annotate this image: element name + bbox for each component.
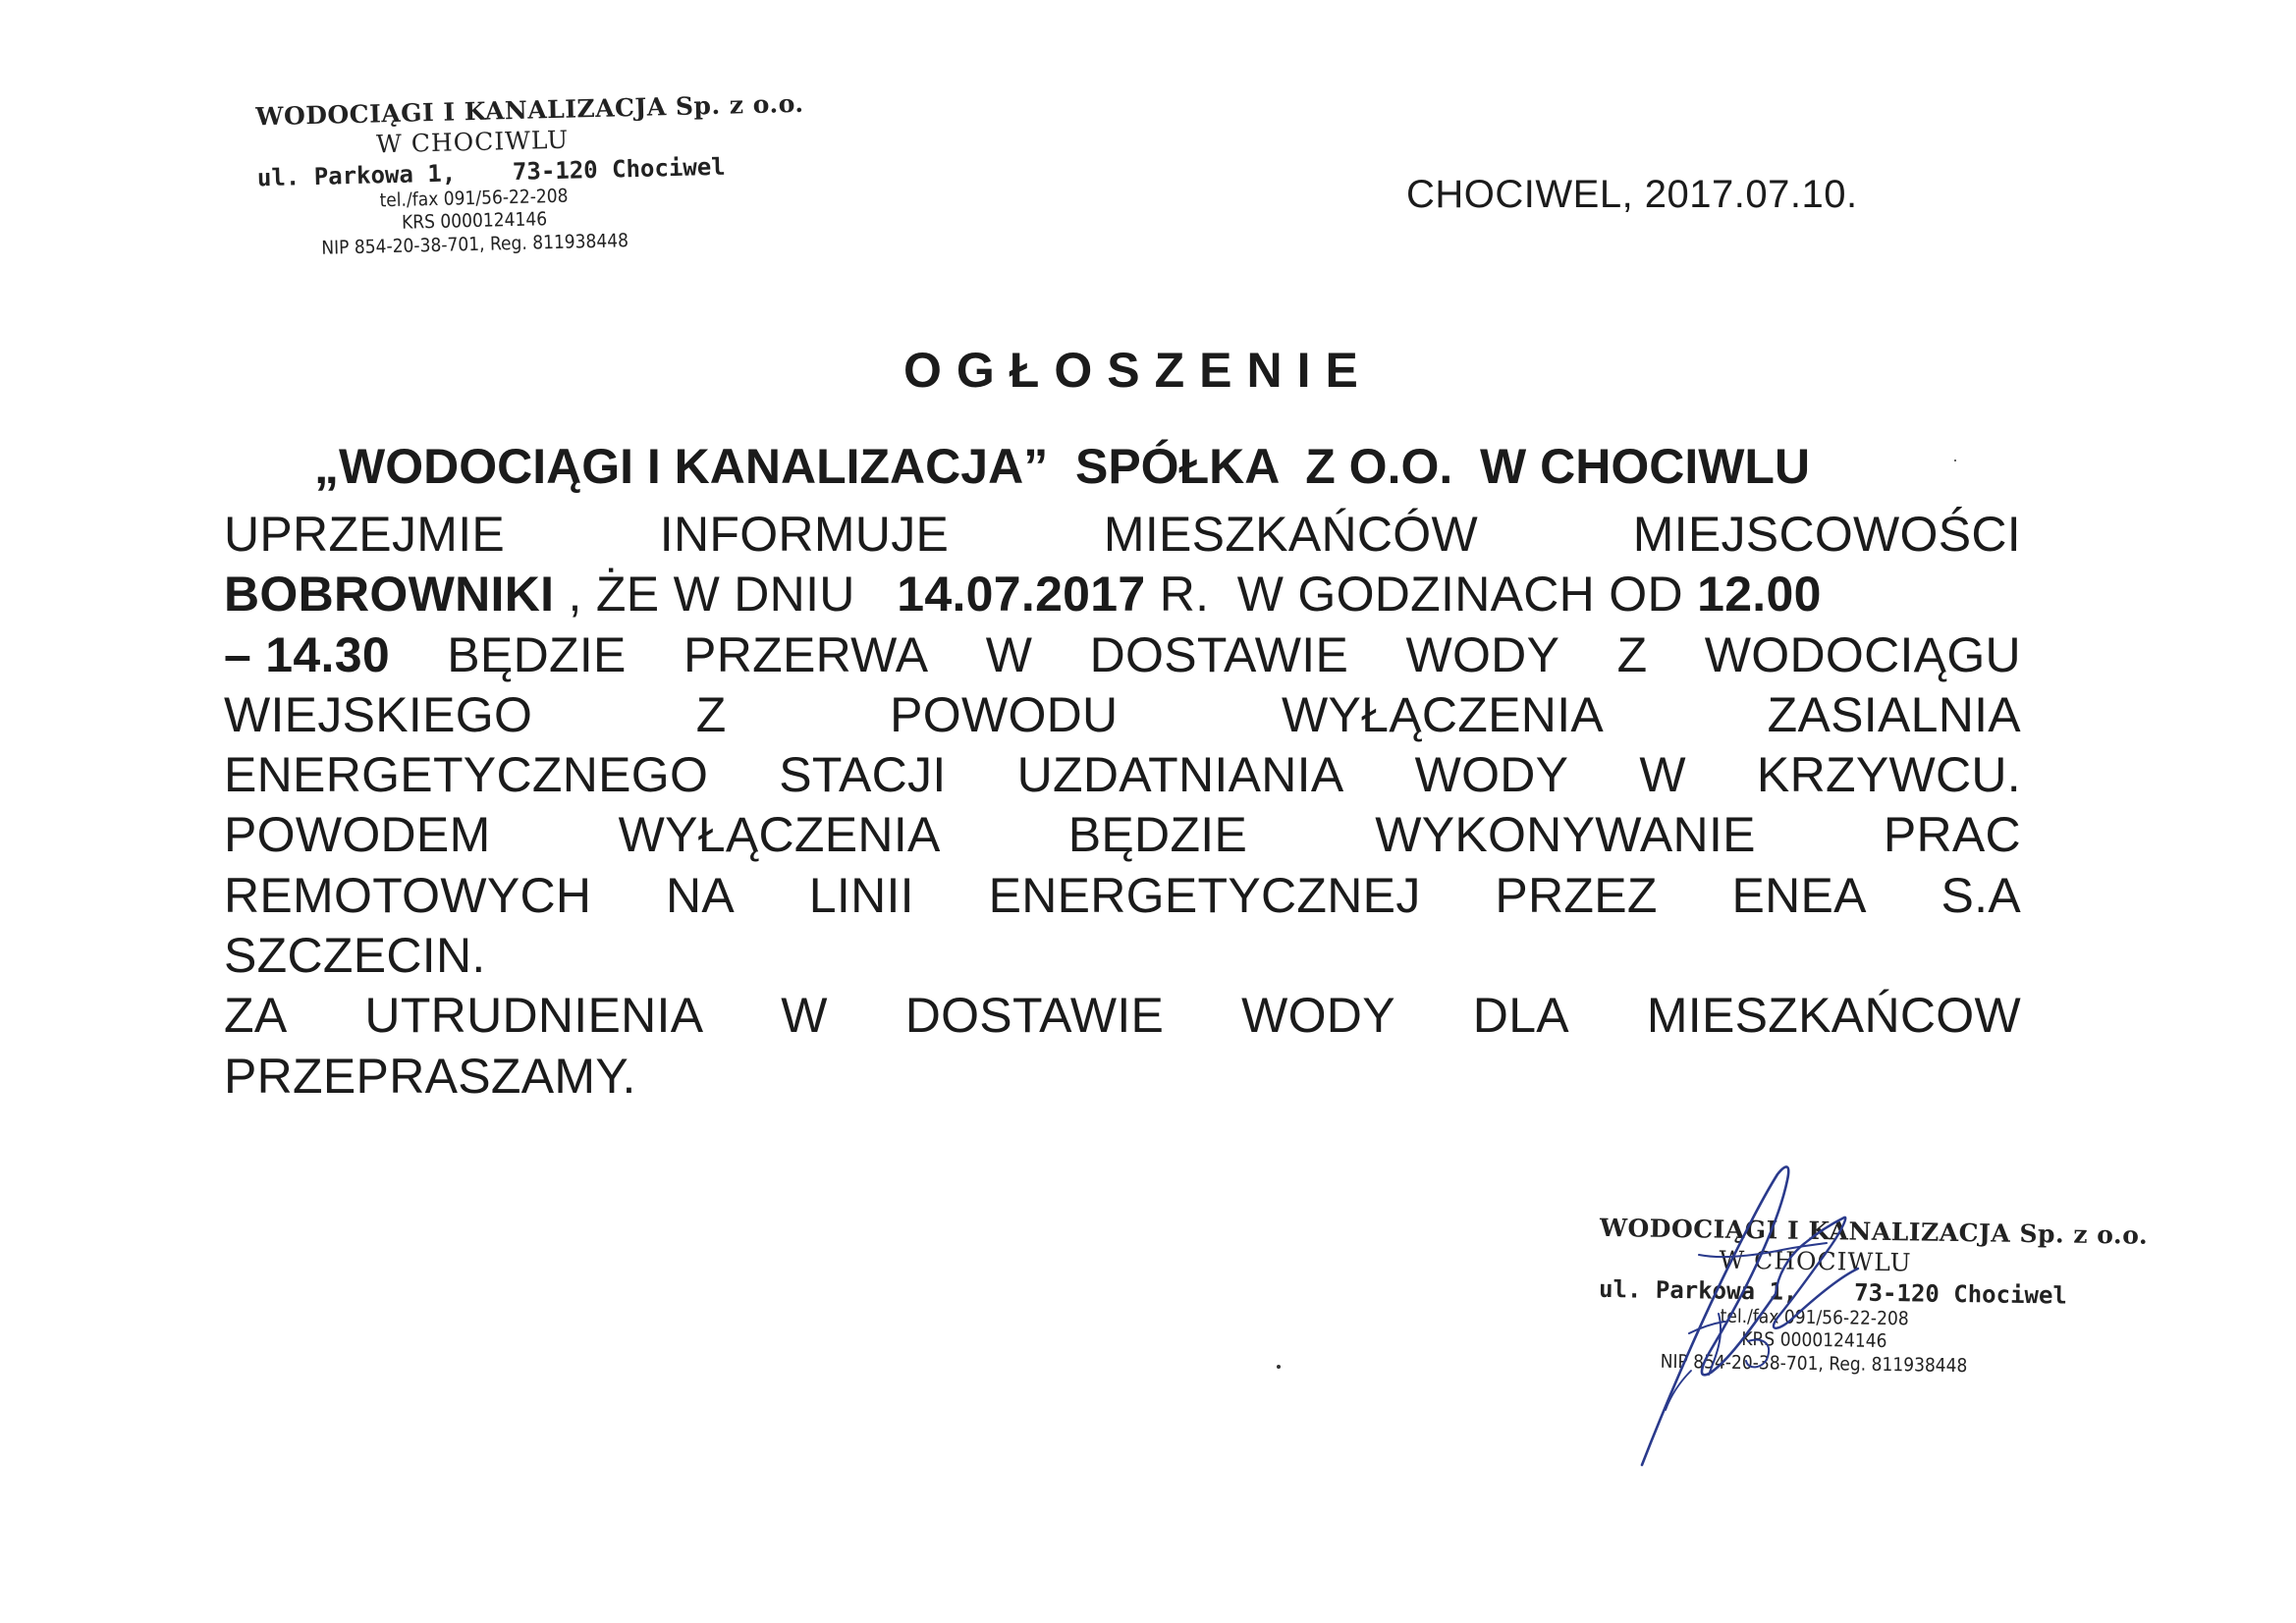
word: STACJI	[779, 747, 947, 803]
word: MIESZKAŃCÓW	[1103, 507, 1478, 562]
word: Z	[695, 686, 727, 742]
word: WYŁĄCZENIA	[1282, 686, 1605, 742]
word: W	[985, 626, 1033, 682]
word: PRZEZ	[1495, 867, 1658, 923]
stamp-krs: KRS 0000124146	[401, 208, 548, 235]
word: UTRUDNIENIA	[364, 988, 704, 1044]
text-segment: R. W GODZINACH OD	[1159, 567, 1683, 622]
word: BĘDZIE	[1067, 807, 1248, 863]
body-line-8: SZCZECIN.	[224, 928, 486, 984]
word: ENERGETYCZNEJ	[988, 867, 1421, 923]
word: WIEJSKIEGO	[224, 686, 533, 742]
word: DLA	[1472, 988, 1569, 1044]
word: NA	[666, 867, 736, 923]
word: S.A	[1941, 867, 2021, 923]
word: PRZERWA	[683, 626, 929, 682]
outage-end-time: – 14.30	[224, 626, 390, 682]
word: ENERGETYCZNEGO	[224, 747, 709, 803]
stamp-krs: KRS 0000124146	[1741, 1328, 1887, 1353]
word: WODOCIĄGU	[1704, 626, 2021, 682]
word: POWODU	[890, 686, 1119, 742]
word: UPRZEJMIE	[224, 507, 506, 562]
document-title: OGŁOSZENIE	[903, 343, 1373, 398]
scan-speck	[1277, 1365, 1281, 1369]
word: Z	[1616, 626, 1648, 682]
word: PRAC	[1883, 807, 2021, 863]
stamp-phone: tel./fax 091/56-22-208	[1720, 1305, 1909, 1329]
stamp-location: W CHOCIWLU	[1719, 1245, 1912, 1277]
word: ENEA	[1731, 867, 1867, 923]
body-line-2	[224, 565, 2021, 624]
body-line-10: PRZEPRASZAMY.	[224, 1048, 636, 1104]
stamp-nip: NIP 854-20-38-701, Reg. 811938448	[1660, 1350, 1968, 1378]
place-name: BOBROWNIKI	[224, 567, 555, 622]
word: DOSTAWIE	[904, 988, 1165, 1044]
document-date: CHOCIWEL, 2017.07.10.	[1406, 173, 1858, 216]
word: LINII	[808, 867, 914, 923]
word: MIEJSCOWOŚCI	[1632, 507, 2021, 562]
word: WYKONYWANIE	[1375, 807, 1756, 863]
announcement-body	[224, 505, 2021, 1107]
signature-stroke	[1746, 1340, 1769, 1368]
company-heading: „WODOCIĄGI I KANALIZACJA” SPÓŁKA Z O.O. W CHOCIWLU	[314, 439, 1811, 494]
word: ZASIALNIA	[1767, 686, 2021, 742]
body-line-5	[224, 745, 2021, 805]
stamp-location: W CHOCIWLU	[375, 125, 570, 159]
word: KRZYWCU.	[1756, 747, 2021, 803]
word: REMOTOWYCH	[224, 867, 592, 923]
word: INFORMUJE	[659, 507, 950, 562]
stamp-company-name: WODOCIĄGI I KANALIZACJA Sp. z o.o.	[255, 88, 804, 132]
stamp-phone: tel./fax 091/56-22-208	[379, 185, 569, 211]
stamp-street: ul. Parkowa 1,	[256, 158, 457, 191]
word: DOSTAWIE	[1089, 626, 1349, 682]
text-segment: , ŻE W DNIU	[568, 567, 855, 622]
word: ZA	[224, 988, 288, 1044]
word: MIESZKAŃCOW	[1646, 988, 2021, 1044]
outage-start-time: 12.00	[1697, 567, 1822, 622]
signature-stroke	[1774, 1217, 1858, 1328]
word: WODY	[1405, 626, 1560, 682]
stamp-street: ul. Parkowa 1,	[1598, 1274, 1798, 1306]
signature-stroke	[1642, 1166, 1788, 1465]
body-line-7	[224, 866, 2021, 926]
body-line-1	[224, 505, 2021, 565]
body-line-4	[224, 685, 2021, 745]
body-line-3	[224, 625, 2021, 685]
stamp-nip: NIP 854-20-38-701, Reg. 811938448	[321, 230, 629, 259]
word: UZDATNIANIA	[1016, 747, 1344, 803]
company-stamp-top	[255, 88, 804, 262]
stamp-city: 73-120 Chociwel	[1853, 1278, 2068, 1310]
word: WYŁĄCZENIA	[618, 807, 941, 863]
stamp-city: 73-120 Chociwel	[512, 152, 727, 186]
word: POWODEM	[224, 807, 491, 863]
body-line-9	[224, 986, 2021, 1046]
scan-speck	[1954, 460, 1956, 461]
word: W	[1639, 747, 1686, 803]
word: BĘDZIE	[447, 626, 627, 682]
outage-date: 14.07.2017	[897, 567, 1146, 622]
stamp-company-name: WODOCIĄGI I KANALIZACJA Sp. z o.o.	[1599, 1213, 2149, 1250]
body-line-6	[224, 805, 2021, 865]
handwritten-signature	[1630, 1149, 1944, 1473]
word: W	[781, 988, 828, 1044]
word: WODY	[1414, 747, 1569, 803]
signature-strokes	[1642, 1166, 1858, 1465]
word: WODY	[1241, 988, 1395, 1044]
